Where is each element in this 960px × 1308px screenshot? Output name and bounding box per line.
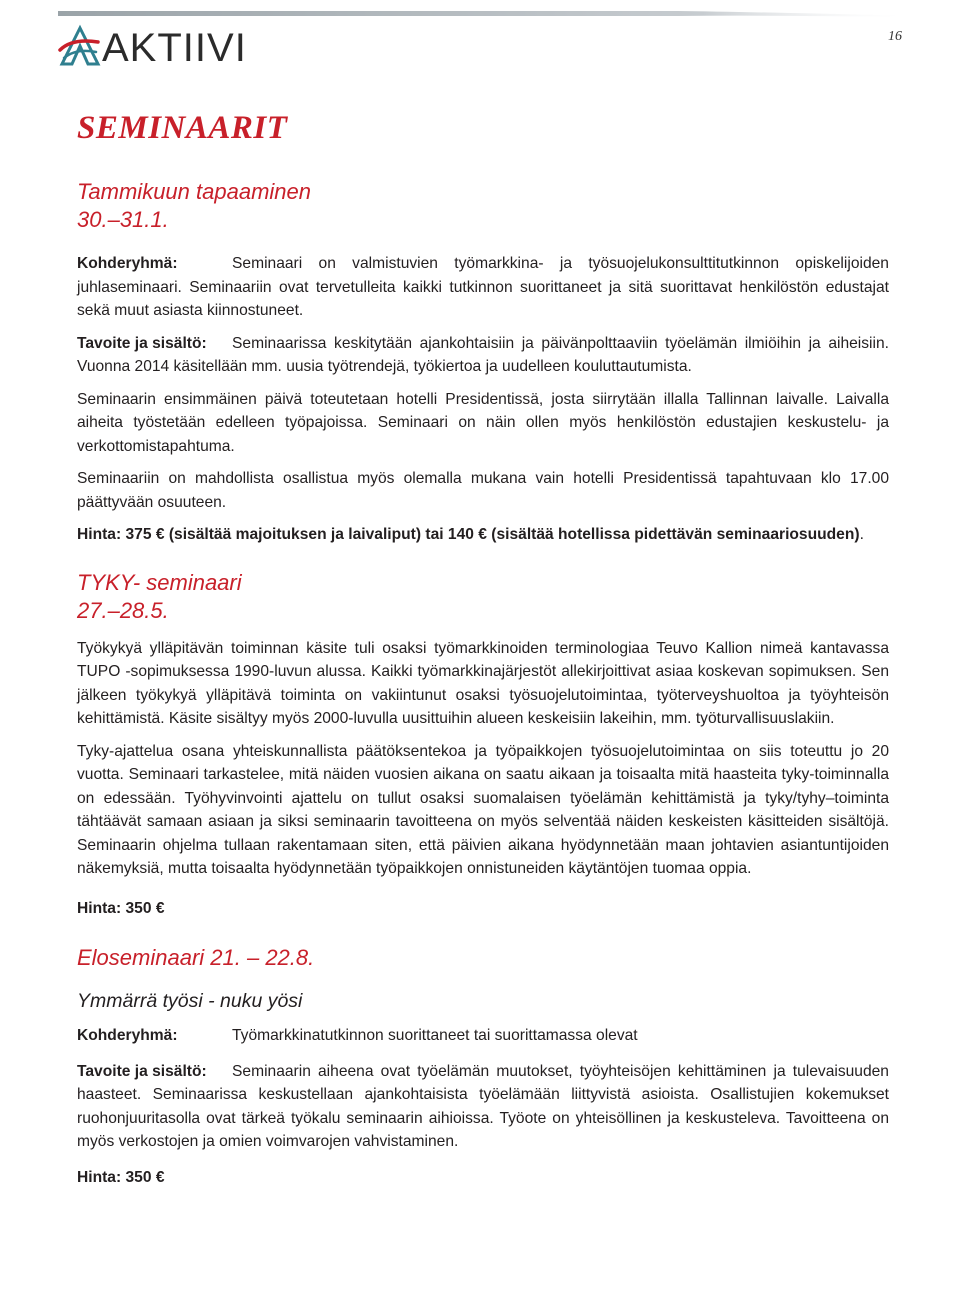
body-paragraph: Työkykyä ylläpitävän toiminnan käsite tuli osaksi työmarkkinoiden terminologiaa Teuvo Kallion nimeä kantavassa TUPO -sopimuksessa 1990-luvun alussa. Kaikki työmarkkinajärjestöt allekirjoittivat asiaa koskevan sopimuksen. Sen jälkeen työkykyä ylläpitävä toiminta on vakiintunut osaksi työsuojelutoimintaa, työterveyshuoltoa ja työyhteisön kehittämistä. Käsite sisältyy myös 2000-luvulla uusittuihin alueen keskeisiin lakeihin, mm. työturvallisuuslakiin. — [77, 639, 889, 727]
section-dates: 30.–31.1. — [77, 207, 169, 232]
tavoite-label: Tavoite ja sisältö: — [77, 1062, 207, 1080]
section-tyky — [77, 569, 889, 921]
tavoite-paragraph — [77, 1060, 889, 1154]
body-paragraph: Tyky-ajattelua osana yhteiskunnallista päätöksentekoa ja työpaikkojen työsuojelutoimintaa on siis toteuttu jo 20 vuotta. Seminaari tarkastelee, mitä näiden vuosien aikana on saatu aikaan ja toisaalta mitä haasteita tyky-toiminnalla on edessään. Työhyvinvointi ajattelu on tullut osaksi suomalaisen työelämän kehittämistä ja tyky/tyhy–toiminta tähtäävät samaan asiaan ja siksi seminaarin tavoitteena on myös selventää näiden keskeisten käsitteiden sisältöjä. Seminaarin ohjelma tullaan rakentamaan siten, että päivien aikana hyödynnetään maan johtavien asiantuntijoiden näkemyksiä, mutta toisaalta hyödynnetään työpaikkojen onnistuneiden käytäntöjen tuomaa oppia. — [77, 742, 889, 877]
kohderyhma-label: Kohderyhmä: — [77, 255, 178, 272]
kohderyhma-text: Työmarkkinatutkinnon suorittaneet tai suorittamassa olevat — [232, 1027, 638, 1044]
tavoite-paragraph — [77, 332, 889, 379]
aktiivi-logo — [58, 24, 258, 70]
tavoite-text: Seminaarissa keskitytään ajankohtaisiin ja päivänpolttaaviin työelämän ilmiöihin ja aiheisiin. Vuonna 2014 käsitellään mm. uusia työtrendejä, työkiertoa ja uudelleen kouluttautumista. — [77, 334, 889, 375]
header-decorative-line — [58, 8, 918, 24]
price-text: Hinta: 350 € — [77, 899, 165, 917]
price-paragraph — [77, 523, 889, 547]
section-subheading: Ymmärrä työsi - nuku yösi — [77, 990, 303, 1012]
main-content — [77, 108, 889, 1189]
kohderyhma-paragraph — [77, 1024, 889, 1048]
section-heading: Eloseminaari 21. – 22.8. — [77, 945, 315, 970]
kohderyhma-label: Kohderyhmä: — [77, 1027, 178, 1044]
section-dates: 27.–28.5. — [77, 597, 169, 623]
price-text: Hinta: 375 € (sisältää majoituksen ja laivaliput) tai 140 € (sisältää hotellissa pidettävän seminaariosuuden) — [77, 526, 860, 543]
section-eloseminaari — [77, 944, 889, 1189]
section-heading: TYKY- seminaari — [77, 569, 242, 595]
kohderyhma-paragraph — [77, 252, 889, 323]
price-end: . — [859, 526, 864, 543]
page-number: 16 — [888, 29, 902, 44]
section-tammikuu — [77, 178, 889, 547]
body-paragraph: Seminaarin ensimmäinen päivä toteutetaan hotelli Presidentissä, josta siirrytään illalla Tallinnan laivalle. Laivalla aiheita työstetään edelleen työpajoissa. Seminaari on näin ollen myös henkilöstön edustajien keskustelu- ja verkottomistapahtuma. — [77, 390, 889, 455]
price-paragraph — [77, 897, 889, 921]
price-paragraph — [77, 1166, 889, 1190]
tavoite-label: Tavoite ja sisältö: — [77, 334, 207, 352]
price-text: Hinta: 350 € — [77, 1168, 165, 1186]
tavoite-text: Seminaarin aiheena ovat työelämän muutokset, työyhteisöjen kehittäminen ja tulevaisuuden haasteet. Seminaarissa keskustellaan ajankohtaisista työelämään liittyvistä asioista. Osallistujien kokemukset ruohonjuuritasolla ovat tärkeä työkalu seminaarin aihioissa. Työote on yhteisöllinen ja keskusteleva. Tavoitteena on myös verkostojen ja omien voimvarojen vahvistaminen. — [77, 1062, 889, 1150]
body-paragraph: Seminaariin on mahdollista osallistua myös olemalla mukana vain hotelli Presidentissä tapahtuvaan klo 17.00 päättyvään osuuteen. — [77, 470, 889, 511]
logo-mark-icon — [58, 24, 102, 70]
kohderyhma-text: Seminaari on valmistuvien työmarkkina- ja työsuojelukonsulttitutkinnon opiskelijoiden juhlaseminaari. Seminaariin ovat tervetulleita kaikki tutkinnon suorittaneet ja sitä suorittavat henkilöstön edustajat sekä muut asiasta kiinnostuneet. — [77, 255, 889, 319]
page-title: SEMINAARIT — [77, 110, 288, 146]
logo-text: AKTIIVI — [102, 26, 247, 70]
section-heading: Tammikuun tapaaminen — [77, 179, 311, 204]
